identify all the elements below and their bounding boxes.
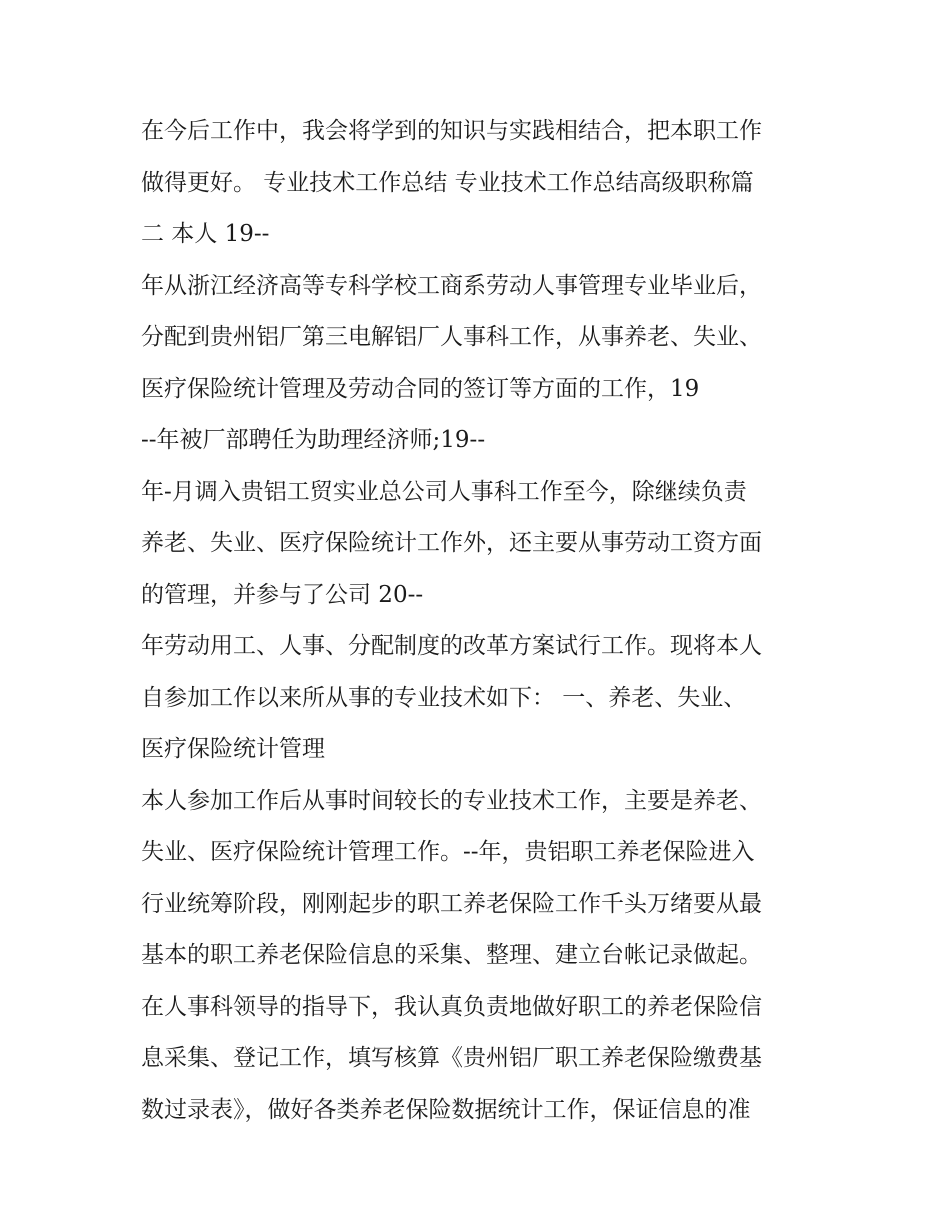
text-line: 失业、医疗保险统计管理工作。--年，贵铝职工养老保险进入 [141, 839, 755, 865]
text-line: 息采集、登记工作，填写核算《贵州铝厂职工养老保险缴费基 [141, 1045, 762, 1071]
text-line: 年劳动用工、人事、分配制度的改革方案试行工作。现将本人 [141, 633, 762, 659]
text-line: 自参加工作以来所从事的专业技术如下： 一、养老、失业、 [141, 684, 747, 711]
text-line: 二 本人 19-- [141, 221, 270, 247]
text-line: --年被厂部聘任为助理经济师;19-- [141, 427, 486, 453]
text-line: 在今后工作中，我会将学到的知识与实践相结合，把本职工作 [141, 118, 762, 144]
text-line: 医疗保险统计管理及劳动合同的签订等方面的工作，19 [141, 375, 700, 402]
text-line: 年-月调入贵铝工贸实业总公司人事科工作至今，除继续负责 [141, 478, 747, 505]
text-line: 分配到贵州铝厂第三电解铝厂人事科工作，从事养老、失业、 [141, 324, 762, 350]
text-line: 年从浙江经济高等专科学校工商系劳动人事管理专业毕业后， [141, 272, 762, 299]
text-line: 基本的职工养老保险信息的采集、整理、建立台帐记录做起。 [141, 942, 762, 968]
text-line: 行业统筹阶段，刚刚起步的职工养老保险工作千头万绪要从最 [141, 890, 762, 917]
text-line: 在人事科领导的指导下，我认真负责地做好职工的养老保险信 [141, 993, 762, 1020]
text-line: 本人参加工作后从事时间较长的专业技术工作，主要是养老、 [141, 787, 762, 814]
text-line: 养老、失业、医疗保险统计工作外，还主要从事劳动工资方面 [141, 530, 762, 556]
text-line: 做得更好。 专业技术工作总结 专业技术工作总结高级职称篇 [141, 169, 754, 196]
text-line: 医疗保险统计管理 [141, 736, 325, 762]
body-text [141, 106, 831, 1136]
text-line: 的管理，并参与了公司 20-- [141, 581, 424, 608]
text-line: 数过录表》，做好各类养老保险数据统计工作，保证信息的准 [141, 1096, 751, 1123]
